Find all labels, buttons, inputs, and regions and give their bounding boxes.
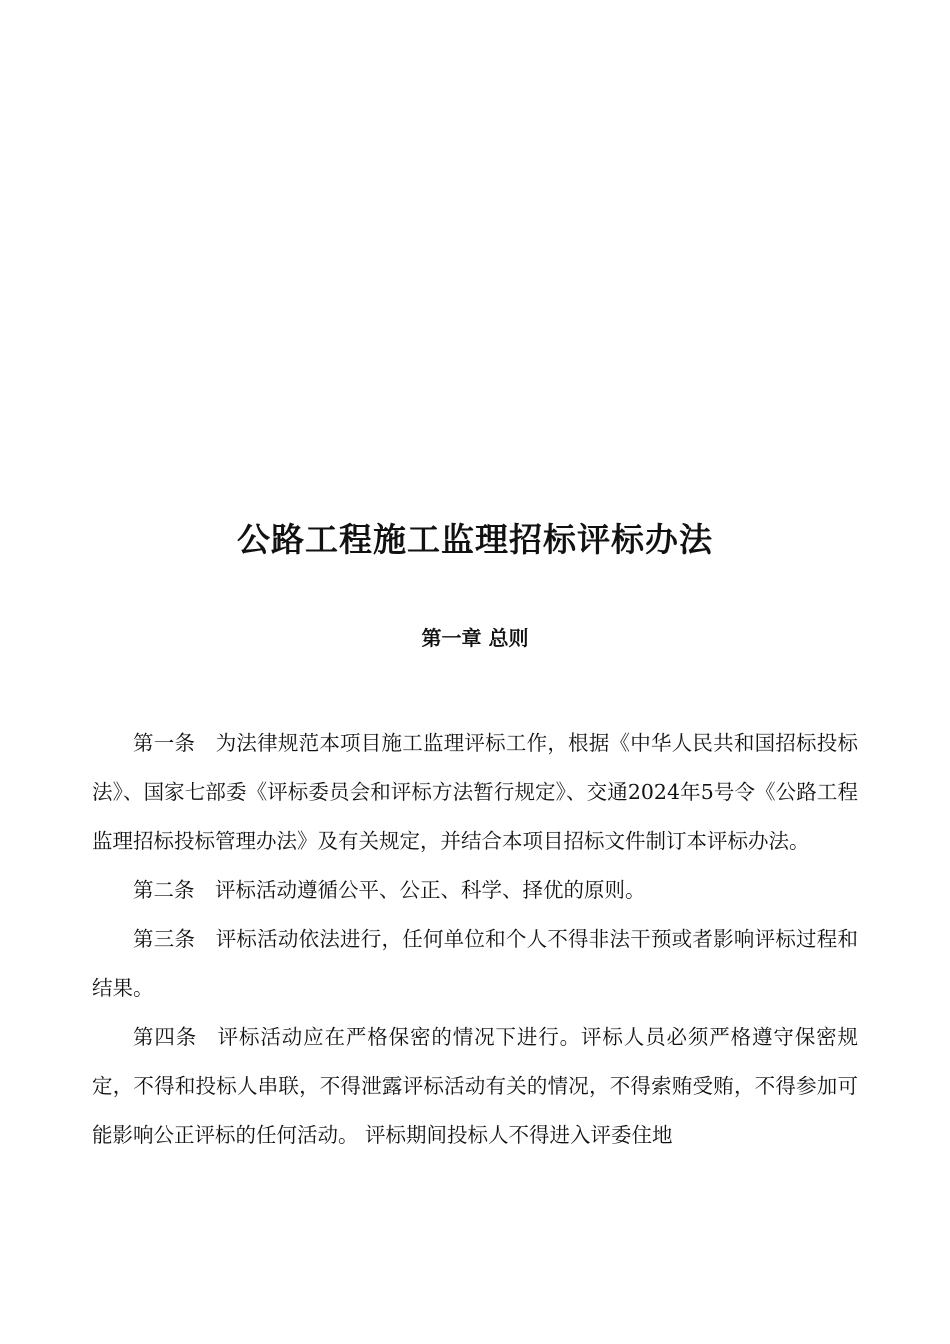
- article-number: 第二条: [133, 878, 195, 902]
- document-body: [92, 719, 858, 1160]
- article-1: [92, 719, 858, 866]
- article-4: [92, 1013, 858, 1160]
- article-number: 第四条: [133, 1025, 198, 1049]
- article-text: 为法律规范本项目施工监理评标工作，根据《中华人民共和国招标投标法》、国家七部委《评标委员会和评标方法暂行规定》、交通2024年5号令《公路工程监理招标投标管理办法》及有关规定，并结合本项目招标文件制订本评标办法。: [92, 731, 859, 853]
- article-3: [92, 915, 858, 1013]
- article-text: 评标活动依法进行，任何单位和个人不得非法干预或者影响评标过程和结果。: [92, 927, 859, 1000]
- article-text: 评标活动遵循公平、公正、科学、择优的原则。: [215, 878, 646, 902]
- article-number: 第三条: [133, 927, 196, 951]
- article-text: 评标活动应在严格保密的情况下进行。评标人员必须严格遵守保密规定，不得和投标人串联，不得泄露评标活动有关的情况，不得索贿受贿，不得参加可能影响公正评标的任何活动。 评标期间投标人不得进入评委住地: [92, 1025, 858, 1147]
- article-number: 第一条: [133, 731, 196, 755]
- chapter-heading: 第一章 总则: [421, 626, 529, 650]
- article-2: [92, 866, 858, 915]
- document-title: 公路工程施工监理招标评标办法: [237, 520, 713, 559]
